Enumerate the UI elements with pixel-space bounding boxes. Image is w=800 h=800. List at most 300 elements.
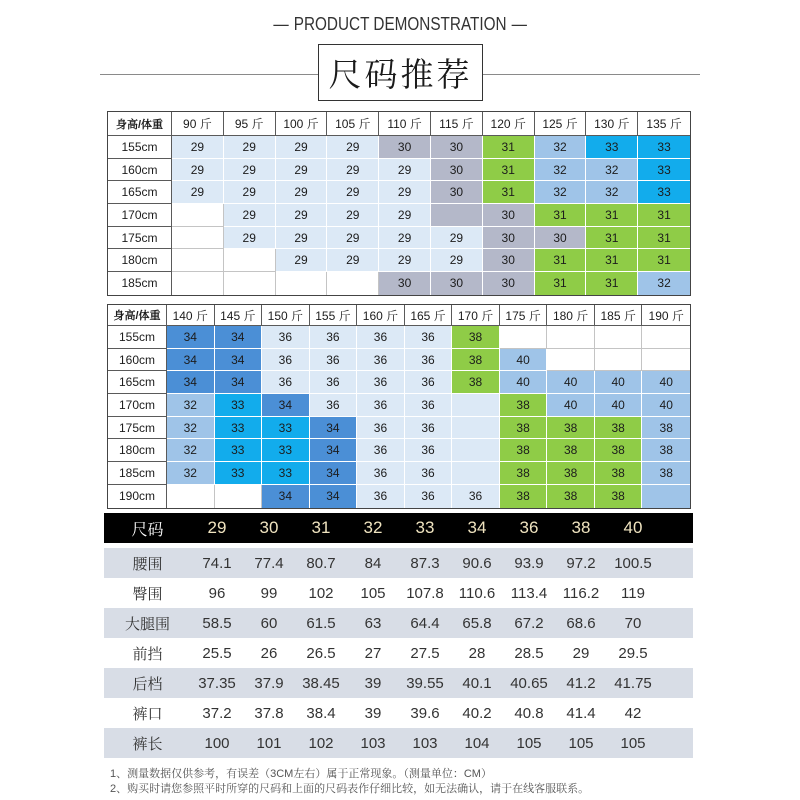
size-cell: 33 <box>262 462 310 485</box>
measurement-value: 102 <box>308 734 334 752</box>
measurement-spacer <box>659 608 693 638</box>
measurement-value: 29.5 <box>618 644 648 662</box>
height-row-label: 175cm <box>108 417 167 440</box>
measurement-value: 77.4 <box>254 554 284 572</box>
size-cell: 32 <box>586 159 638 182</box>
measurement-value: 38.45 <box>302 674 340 692</box>
size-cell: 32 <box>535 181 587 204</box>
size-cell: 29 <box>276 249 328 272</box>
height-row-label: 185cm <box>108 272 172 295</box>
weight-column-header: 145 斤 <box>215 305 263 326</box>
size-cell: 30 <box>483 204 535 227</box>
size-header-spacer <box>659 513 693 543</box>
size-cell: 30 <box>379 272 431 295</box>
size-cell: 34 <box>167 326 215 349</box>
weight-column-header: 155 斤 <box>310 305 358 326</box>
size-cell: 31 <box>638 249 690 272</box>
size-cell: 36 <box>405 417 453 440</box>
measurement-value: 99 <box>260 584 278 602</box>
size-cell: 38 <box>595 485 643 508</box>
measurement-row <box>104 608 693 638</box>
measurement-value: 42 <box>624 704 642 722</box>
measurement-value: 102 <box>308 584 334 602</box>
size-header-value: 40 <box>623 518 643 537</box>
measurement-spacer <box>659 668 693 698</box>
title-dash-right: — <box>511 14 527 34</box>
measurement-value: 105 <box>360 584 386 602</box>
size-cell: 32 <box>167 417 215 440</box>
measurement-label: 大腿围 <box>124 615 170 633</box>
size-cell: 38 <box>642 462 690 485</box>
measurement-row <box>104 578 693 608</box>
corner-header: 身高/体重 <box>108 305 167 326</box>
size-cell: 29 <box>276 181 328 204</box>
size-cell: 29 <box>276 204 328 227</box>
measurement-value: 74.1 <box>202 554 232 572</box>
size-cell: 33 <box>586 136 638 159</box>
size-cell: 40 <box>642 371 690 394</box>
size-cell: 29 <box>379 181 431 204</box>
measurement-value: 28.5 <box>514 644 544 662</box>
size-cell: 36 <box>405 394 453 417</box>
size-cell: 33 <box>215 439 263 462</box>
measurement-value: 63 <box>364 614 382 632</box>
size-cell <box>452 394 500 417</box>
size-cell: 29 <box>276 136 328 159</box>
size-cell: 36 <box>405 439 453 462</box>
weight-column-header: 140 斤 <box>167 305 215 326</box>
height-row-label: 175cm <box>108 227 172 250</box>
weight-column-header: 100 斤 <box>276 112 328 136</box>
size-cell: 40 <box>642 394 690 417</box>
size-cell: 36 <box>357 371 405 394</box>
measurement-value: 70 <box>624 614 642 632</box>
size-cell: 30 <box>535 227 587 250</box>
size-cell: 32 <box>586 181 638 204</box>
size-cell: 38 <box>642 417 690 440</box>
weight-column-header: 120 斤 <box>483 112 535 136</box>
measurement-value: 39 <box>364 704 382 722</box>
size-cell: 29 <box>327 227 379 250</box>
size-cell: 30 <box>483 272 535 295</box>
measurement-value: 41.75 <box>614 674 652 692</box>
height-row-label: 155cm <box>108 326 167 349</box>
size-cell: 30 <box>431 136 483 159</box>
weight-column-header: 190 斤 <box>642 305 690 326</box>
weight-column-header: 115 斤 <box>431 112 483 136</box>
weight-column-header: 150 斤 <box>262 305 310 326</box>
measurement-value: 67.2 <box>514 614 544 632</box>
size-cell: 34 <box>215 371 263 394</box>
size-cell: 29 <box>172 136 224 159</box>
size-cell: 29 <box>327 159 379 182</box>
height-row-label: 160cm <box>108 349 167 372</box>
size-cell: 38 <box>642 439 690 462</box>
measurement-value: 87.3 <box>410 554 440 572</box>
footnotes <box>110 767 589 797</box>
size-cell: 36 <box>310 394 358 417</box>
measurement-row <box>104 668 693 698</box>
size-cell: 33 <box>638 181 690 204</box>
size-cell: 32 <box>167 394 215 417</box>
size-header-value: 36 <box>519 518 539 537</box>
measurement-row <box>104 548 693 578</box>
weight-column-header: 130 斤 <box>586 112 638 136</box>
size-cell: 31 <box>638 204 690 227</box>
size-cell: 30 <box>483 249 535 272</box>
measurement-value: 40.1 <box>462 674 492 692</box>
height-row-label: 165cm <box>108 371 167 394</box>
size-cell: 38 <box>595 439 643 462</box>
measurement-value: 37.2 <box>202 704 232 722</box>
weight-column-header: 125 斤 <box>535 112 587 136</box>
size-cell: 36 <box>357 417 405 440</box>
size-cell: 31 <box>586 227 638 250</box>
height-row-label: 165cm <box>108 181 172 204</box>
measurement-value: 68.6 <box>566 614 596 632</box>
size-cell: 33 <box>638 159 690 182</box>
size-cell: 30 <box>483 227 535 250</box>
size-cell: 38 <box>452 349 500 372</box>
size-cell: 36 <box>310 326 358 349</box>
measurement-value: 96 <box>208 584 226 602</box>
weight-column-header: 90 斤 <box>172 112 224 136</box>
measurement-value: 93.9 <box>514 554 544 572</box>
size-measurement-table <box>104 513 693 758</box>
size-cell: 31 <box>535 249 587 272</box>
header-title: PRODUCT DEMONSTRATION <box>293 14 507 34</box>
weight-column-header: 185 斤 <box>595 305 643 326</box>
weight-column-header: 135 斤 <box>638 112 690 136</box>
size-cell: 36 <box>262 371 310 394</box>
height-row-label: 155cm <box>108 136 172 159</box>
measurement-value: 58.5 <box>202 614 232 632</box>
size-cell <box>215 485 263 508</box>
size-cell: 31 <box>483 136 535 159</box>
size-cell: 30 <box>431 159 483 182</box>
size-cell: 36 <box>405 371 453 394</box>
measurement-spacer <box>659 578 693 608</box>
size-cell: 36 <box>405 485 453 508</box>
size-cell: 36 <box>262 349 310 372</box>
measurement-value: 104 <box>464 734 490 752</box>
size-recommend-table-2 <box>107 304 691 509</box>
size-cell: 34 <box>310 462 358 485</box>
size-cell <box>172 227 224 250</box>
measurement-value: 105 <box>516 734 542 752</box>
measurement-value: 29 <box>572 644 590 662</box>
size-cell: 40 <box>595 394 643 417</box>
measurement-value: 105 <box>620 734 646 752</box>
size-cell <box>224 272 276 295</box>
size-cell: 31 <box>638 227 690 250</box>
page-header <box>0 13 800 35</box>
measurement-value: 41.4 <box>566 704 596 722</box>
measurement-value: 100 <box>204 734 230 752</box>
size-cell: 34 <box>167 349 215 372</box>
size-header-value: 30 <box>259 518 279 537</box>
size-cell: 40 <box>547 371 595 394</box>
measurement-value: 90.6 <box>462 554 492 572</box>
size-cell: 36 <box>357 439 405 462</box>
weight-column-header: 170 斤 <box>452 305 500 326</box>
measurement-value: 110.6 <box>458 584 496 602</box>
size-cell: 29 <box>172 159 224 182</box>
size-cell: 31 <box>483 159 535 182</box>
corner-header: 身高/体重 <box>108 112 172 136</box>
size-cell: 29 <box>224 204 276 227</box>
size-cell: 32 <box>638 272 690 295</box>
size-header-value: 38 <box>571 518 591 537</box>
measurement-value: 97.2 <box>566 554 596 572</box>
footnote-2: 2、购买时请您参照平时所穿的尺码和上面的尺码表作仔细比较，如无法确认，请于在线客服联系。 <box>110 783 590 795</box>
size-cell: 38 <box>500 394 548 417</box>
size-header-value: 33 <box>415 518 435 537</box>
size-cell <box>642 485 690 508</box>
size-cell <box>172 249 224 272</box>
measurement-value: 64.4 <box>410 614 440 632</box>
size-cell: 38 <box>595 417 643 440</box>
measurement-value: 116.2 <box>562 584 600 602</box>
size-cell: 33 <box>215 417 263 440</box>
measurement-value: 37.8 <box>254 704 284 722</box>
size-cell: 38 <box>500 485 548 508</box>
size-cell: 32 <box>535 136 587 159</box>
weight-column-header: 175 斤 <box>500 305 548 326</box>
size-cell: 29 <box>327 249 379 272</box>
measurement-value: 119 <box>621 584 645 602</box>
size-header-row <box>104 513 693 543</box>
measurement-value: 61.5 <box>306 614 336 632</box>
measurement-label: 裤口 <box>132 705 163 723</box>
measurement-value: 105 <box>568 734 594 752</box>
size-cell <box>327 272 379 295</box>
size-cell: 34 <box>262 394 310 417</box>
size-cell <box>547 349 595 372</box>
measurement-value: 103 <box>412 734 438 752</box>
size-cell: 30 <box>431 181 483 204</box>
size-cell: 36 <box>405 326 453 349</box>
measurement-value: 41.2 <box>566 674 596 692</box>
size-cell: 31 <box>586 249 638 272</box>
size-cell <box>452 439 500 462</box>
size-cell: 40 <box>595 371 643 394</box>
size-cell: 29 <box>172 181 224 204</box>
size-header-value: 32 <box>363 518 383 537</box>
size-cell: 33 <box>262 417 310 440</box>
size-cell <box>595 349 643 372</box>
size-cell: 29 <box>327 181 379 204</box>
size-cell <box>276 272 328 295</box>
measurement-label: 臀围 <box>132 585 163 603</box>
size-cell: 31 <box>586 204 638 227</box>
size-cell: 29 <box>327 204 379 227</box>
size-cell <box>452 417 500 440</box>
size-cell: 40 <box>500 371 548 394</box>
size-cell: 32 <box>167 462 215 485</box>
measurement-label: 后档 <box>132 675 163 693</box>
measurement-value: 26.5 <box>306 644 336 662</box>
size-cell: 36 <box>357 349 405 372</box>
size-cell: 29 <box>276 227 328 250</box>
size-recommend-table-1 <box>107 111 691 296</box>
section-title: 尺码推荐 <box>318 44 483 101</box>
size-cell <box>167 485 215 508</box>
size-header-value: 31 <box>311 518 331 537</box>
size-cell <box>642 326 690 349</box>
size-cell: 33 <box>215 394 263 417</box>
weight-column-header: 95 斤 <box>224 112 276 136</box>
size-cell <box>547 326 595 349</box>
measurement-value: 40.65 <box>510 674 548 692</box>
size-cell: 34 <box>310 417 358 440</box>
measurement-label: 前挡 <box>132 645 163 663</box>
size-cell: 29 <box>224 159 276 182</box>
size-cell <box>431 204 483 227</box>
size-cell: 31 <box>535 204 587 227</box>
size-cell: 31 <box>483 181 535 204</box>
size-cell: 36 <box>405 462 453 485</box>
measurement-row <box>104 698 693 728</box>
size-cell: 36 <box>357 326 405 349</box>
measurement-value: 38.4 <box>306 704 336 722</box>
size-cell <box>500 326 548 349</box>
measurement-value: 39.6 <box>410 704 440 722</box>
size-cell: 29 <box>379 227 431 250</box>
measurement-spacer <box>659 548 693 578</box>
height-row-label: 160cm <box>108 159 172 182</box>
size-cell: 38 <box>547 417 595 440</box>
size-cell: 29 <box>327 136 379 159</box>
size-cell: 36 <box>452 485 500 508</box>
measurement-row <box>104 728 693 758</box>
measurement-label: 腰围 <box>132 555 163 573</box>
size-cell: 29 <box>379 204 431 227</box>
measurement-value: 39.55 <box>406 674 444 692</box>
size-cell: 38 <box>500 439 548 462</box>
height-row-label: 170cm <box>108 394 167 417</box>
size-cell: 36 <box>357 394 405 417</box>
header-title-group <box>268 13 532 35</box>
footnote-1: 1、测量数据仅供参考，有误差（3CM左右）属于正常现象。（测量单位：CM） <box>110 768 492 780</box>
size-cell <box>172 204 224 227</box>
size-cell: 34 <box>215 349 263 372</box>
size-cell: 29 <box>379 249 431 272</box>
height-row-label: 180cm <box>108 439 167 462</box>
size-cell <box>642 349 690 372</box>
measurement-spacer <box>659 638 693 668</box>
measurement-spacer <box>659 728 693 758</box>
size-cell: 29 <box>224 136 276 159</box>
size-cell: 31 <box>535 272 587 295</box>
size-cell: 38 <box>500 462 548 485</box>
measurement-value: 60 <box>260 614 278 632</box>
size-cell: 29 <box>431 249 483 272</box>
title-dash-left: — <box>273 14 289 34</box>
size-cell <box>595 326 643 349</box>
height-row-label: 185cm <box>108 462 167 485</box>
weight-column-header: 180 斤 <box>547 305 595 326</box>
measurement-value: 27 <box>364 644 382 662</box>
measurement-value: 107.8 <box>406 584 444 602</box>
size-cell: 36 <box>310 371 358 394</box>
size-header-value: 34 <box>467 518 487 537</box>
measurement-value: 100.5 <box>614 554 652 572</box>
measurement-row <box>104 638 693 668</box>
measurement-value: 103 <box>360 734 386 752</box>
size-cell: 30 <box>379 136 431 159</box>
size-cell: 31 <box>586 272 638 295</box>
height-row-label: 190cm <box>108 485 167 508</box>
size-cell <box>452 462 500 485</box>
measurement-spacer <box>659 698 693 728</box>
size-cell: 29 <box>431 227 483 250</box>
size-cell: 36 <box>357 462 405 485</box>
height-row-label: 180cm <box>108 249 172 272</box>
measurement-value: 65.8 <box>462 614 492 632</box>
size-cell <box>224 249 276 272</box>
size-cell: 36 <box>262 326 310 349</box>
size-cell: 40 <box>500 349 548 372</box>
size-cell: 33 <box>215 462 263 485</box>
size-cell: 40 <box>547 394 595 417</box>
size-cell: 29 <box>276 159 328 182</box>
size-cell: 29 <box>224 227 276 250</box>
measurement-value: 27.5 <box>410 644 440 662</box>
measurement-value: 37.9 <box>254 674 284 692</box>
size-cell: 29 <box>224 181 276 204</box>
size-cell: 34 <box>215 326 263 349</box>
size-cell: 38 <box>452 371 500 394</box>
size-cell: 38 <box>500 417 548 440</box>
size-cell: 34 <box>167 371 215 394</box>
measurement-value: 39 <box>364 674 382 692</box>
measurement-value: 26 <box>260 644 278 662</box>
measurement-value: 25.5 <box>202 644 232 662</box>
measurement-value: 37.35 <box>198 674 236 692</box>
measurement-value: 80.7 <box>306 554 336 572</box>
size-cell: 38 <box>547 485 595 508</box>
weight-column-header: 110 斤 <box>379 112 431 136</box>
size-cell: 29 <box>379 159 431 182</box>
size-cell: 36 <box>310 349 358 372</box>
size-cell <box>172 272 224 295</box>
measurement-label: 裤长 <box>132 735 163 753</box>
size-header-value: 29 <box>207 518 227 537</box>
weight-column-header: 105 斤 <box>327 112 379 136</box>
height-row-label: 170cm <box>108 204 172 227</box>
measurement-value: 28 <box>468 644 486 662</box>
size-cell: 32 <box>167 439 215 462</box>
measurement-value: 40.2 <box>462 704 492 722</box>
weight-column-header: 160 斤 <box>357 305 405 326</box>
measurement-value: 101 <box>256 734 282 752</box>
size-cell: 34 <box>310 439 358 462</box>
measurement-value: 40.8 <box>514 704 544 722</box>
size-cell: 38 <box>547 439 595 462</box>
size-cell: 38 <box>595 462 643 485</box>
size-cell: 36 <box>357 485 405 508</box>
size-cell: 38 <box>452 326 500 349</box>
size-cell: 33 <box>638 136 690 159</box>
weight-column-header: 165 斤 <box>405 305 453 326</box>
size-header-label: 尺码 <box>131 521 164 539</box>
size-cell: 34 <box>310 485 358 508</box>
size-cell: 38 <box>547 462 595 485</box>
size-cell: 32 <box>535 159 587 182</box>
measurement-value: 84 <box>364 554 382 572</box>
size-cell: 36 <box>405 349 453 372</box>
